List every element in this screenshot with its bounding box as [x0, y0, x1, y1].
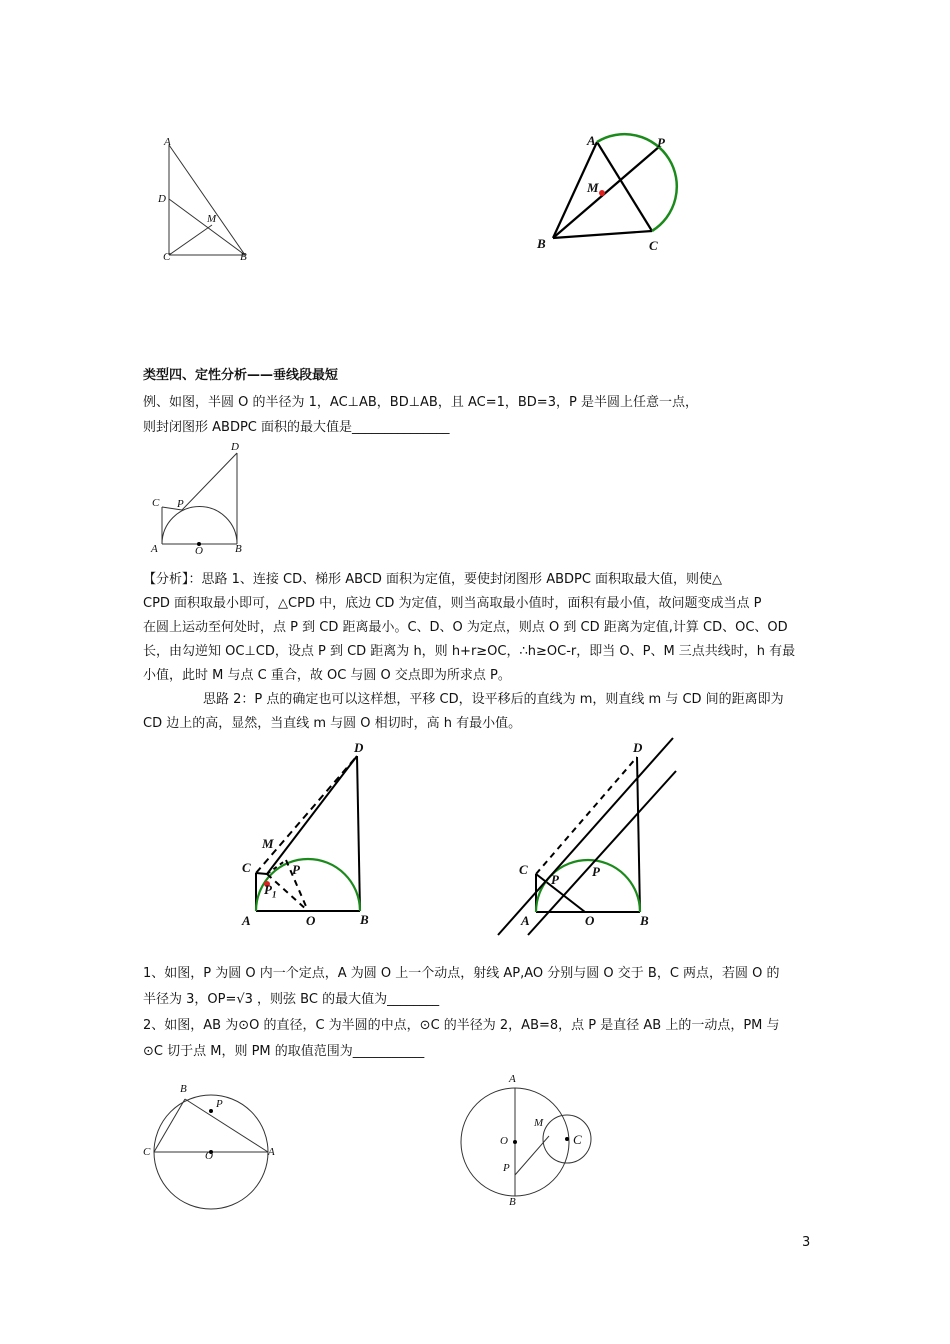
section-title: 类型四、定性分析——垂线段最短	[143, 368, 339, 383]
fig3-label-c: C	[152, 497, 160, 509]
fig4-label-b: B	[360, 912, 369, 927]
fig4-label-a: A	[242, 913, 251, 928]
fig4-label-p1	[264, 882, 276, 900]
analysis-line-6: 思路 2：P 点的确定也可以这样想，平移 CD，设平移后的直线为 m，则直线 m 与 CD 间的距离即为	[203, 692, 784, 707]
fig5-label-p2: P	[551, 872, 559, 887]
fig3-label-p: P	[177, 498, 184, 510]
fig2-label-a: A	[587, 133, 596, 148]
fig5-label-p: P	[592, 864, 600, 879]
fig5-label-b: B	[640, 913, 649, 928]
example-line-1: 例、如图，半圆 O 的半径为 1，AC⊥AB，BD⊥AB，且 AC=1，BD=3，P 是半圆上任意一点，	[143, 395, 698, 410]
fig6-label-a: A	[268, 1146, 275, 1158]
analysis-line-5: 小值，此时 M 与点 C 重合，故 OC 与圆 O 交点即为所求点 P。	[143, 668, 511, 683]
fig4-label-p: P	[292, 862, 300, 877]
fig1-label-d: D	[158, 193, 166, 205]
fig6-label-p: P	[216, 1098, 223, 1110]
analysis-line-3: 在圆上运动至何处时，点 P 到 CD 距离最小。C、D、O 为定点，则点 O 到 CD 距离为定值,计算 CD、OC、OD	[143, 620, 788, 635]
fig1-label-a: A	[164, 136, 171, 148]
figure-perpendicular-dashed	[230, 740, 390, 930]
fig1-label-b: B	[240, 251, 247, 263]
analysis-line-7: CD 边上的高，显然，当直线 m 与圆 O 相切时，高 h 有最小值。	[143, 716, 522, 731]
fig3-label-o: O	[195, 545, 203, 557]
fig2-label-p: P	[657, 135, 665, 150]
problem-1-line-2	[143, 990, 439, 1010]
fig3-label-d: D	[231, 441, 239, 453]
fig1-label-c: C	[163, 251, 171, 263]
fig4-label-p1-sub: 1	[271, 889, 277, 900]
page-number: 3	[802, 1235, 811, 1250]
fig1-label-m: M	[207, 213, 217, 225]
fig4-label-p1-letter: P	[264, 882, 272, 897]
figure-two-circles	[455, 1075, 605, 1215]
analysis-line-4: 长，由勾逆知 OC⊥CD，设点 P 到 CD 距离为 h，则 h+r≥OC，∴h≥OC-r，即当 O、P、M 三点共线时，h 有最	[143, 644, 796, 659]
problem-1-answer-blank: ________	[387, 992, 440, 1007]
problem-2-line-1: 2、如图，AB 为⊙O 的直径，C 为半圆的中点，⊙C 的半径为 2，AB=8，点 P 是直径 AB 上的一动点，PM 与	[143, 1018, 780, 1033]
fig2-label-b: B	[537, 236, 546, 251]
figure-triangle-dmc	[150, 135, 270, 265]
fig7-label-o: O	[500, 1135, 508, 1147]
fig7-label-a: A	[509, 1073, 516, 1085]
fig5-label-a: A	[521, 913, 530, 928]
figure-triangle-arc	[540, 130, 700, 250]
problem-2-line-2	[143, 1042, 424, 1062]
fig7-label-b: B	[509, 1196, 516, 1208]
example-line-2	[143, 418, 450, 438]
fig3-label-a: A	[151, 543, 158, 555]
problem-1-line-1: 1、如图，P 为圆 O 内一个定点，A 为圆 O 上一个动点，射线 AP,AO 分别与圆 O 交于 B，C 两点，若圆 O 的	[143, 966, 780, 981]
fig4-label-m: M	[262, 836, 274, 851]
figure-semicircle-abdpc	[150, 440, 260, 560]
fig6-label-c: C	[143, 1146, 151, 1158]
fig6-label-o: O	[205, 1150, 213, 1162]
fig4-label-c: C	[242, 860, 251, 875]
example-answer-blank: _______________	[352, 420, 450, 435]
fig7-label-m: M	[534, 1117, 544, 1129]
problem-2-question: ⊙C 切于点 M，则 PM 的取值范围为	[143, 1044, 353, 1059]
fig5-label-d: D	[633, 740, 643, 755]
fig7-label-p: P	[503, 1162, 510, 1174]
fig4-label-d: D	[354, 740, 364, 755]
fig6-label-b: B	[180, 1083, 187, 1095]
problem-1-question: 半径为 3，OP=√3 ，则弦 BC 的最大值为	[143, 992, 388, 1007]
fig5-label-o: O	[585, 913, 595, 928]
example-question: 则封闭图形 ABDPC 面积的最大值是	[143, 420, 353, 435]
fig2-label-c: C	[649, 238, 658, 253]
fig3-label-b: B	[235, 543, 242, 555]
analysis-line-2: CPD 面积取最小即可，△CPD 中，底边 CD 为定值，则当高取最小值时，面积有最小值，故问题变成当点 P	[143, 596, 762, 611]
fig4-label-o: O	[306, 913, 316, 928]
fig7-label-c: C	[573, 1132, 582, 1147]
fig2-label-m: M	[587, 180, 599, 195]
fig5-label-c: C	[519, 862, 528, 877]
problem-2-answer-blank: ___________	[352, 1044, 425, 1059]
figure-circle-chord	[145, 1075, 280, 1215]
analysis-line-1: 【分析】：思路 1、连接 CD、梯形 ABCD 面积为定值，要使封闭图形 ABDPC 面积取最大值，则使△	[143, 572, 723, 587]
